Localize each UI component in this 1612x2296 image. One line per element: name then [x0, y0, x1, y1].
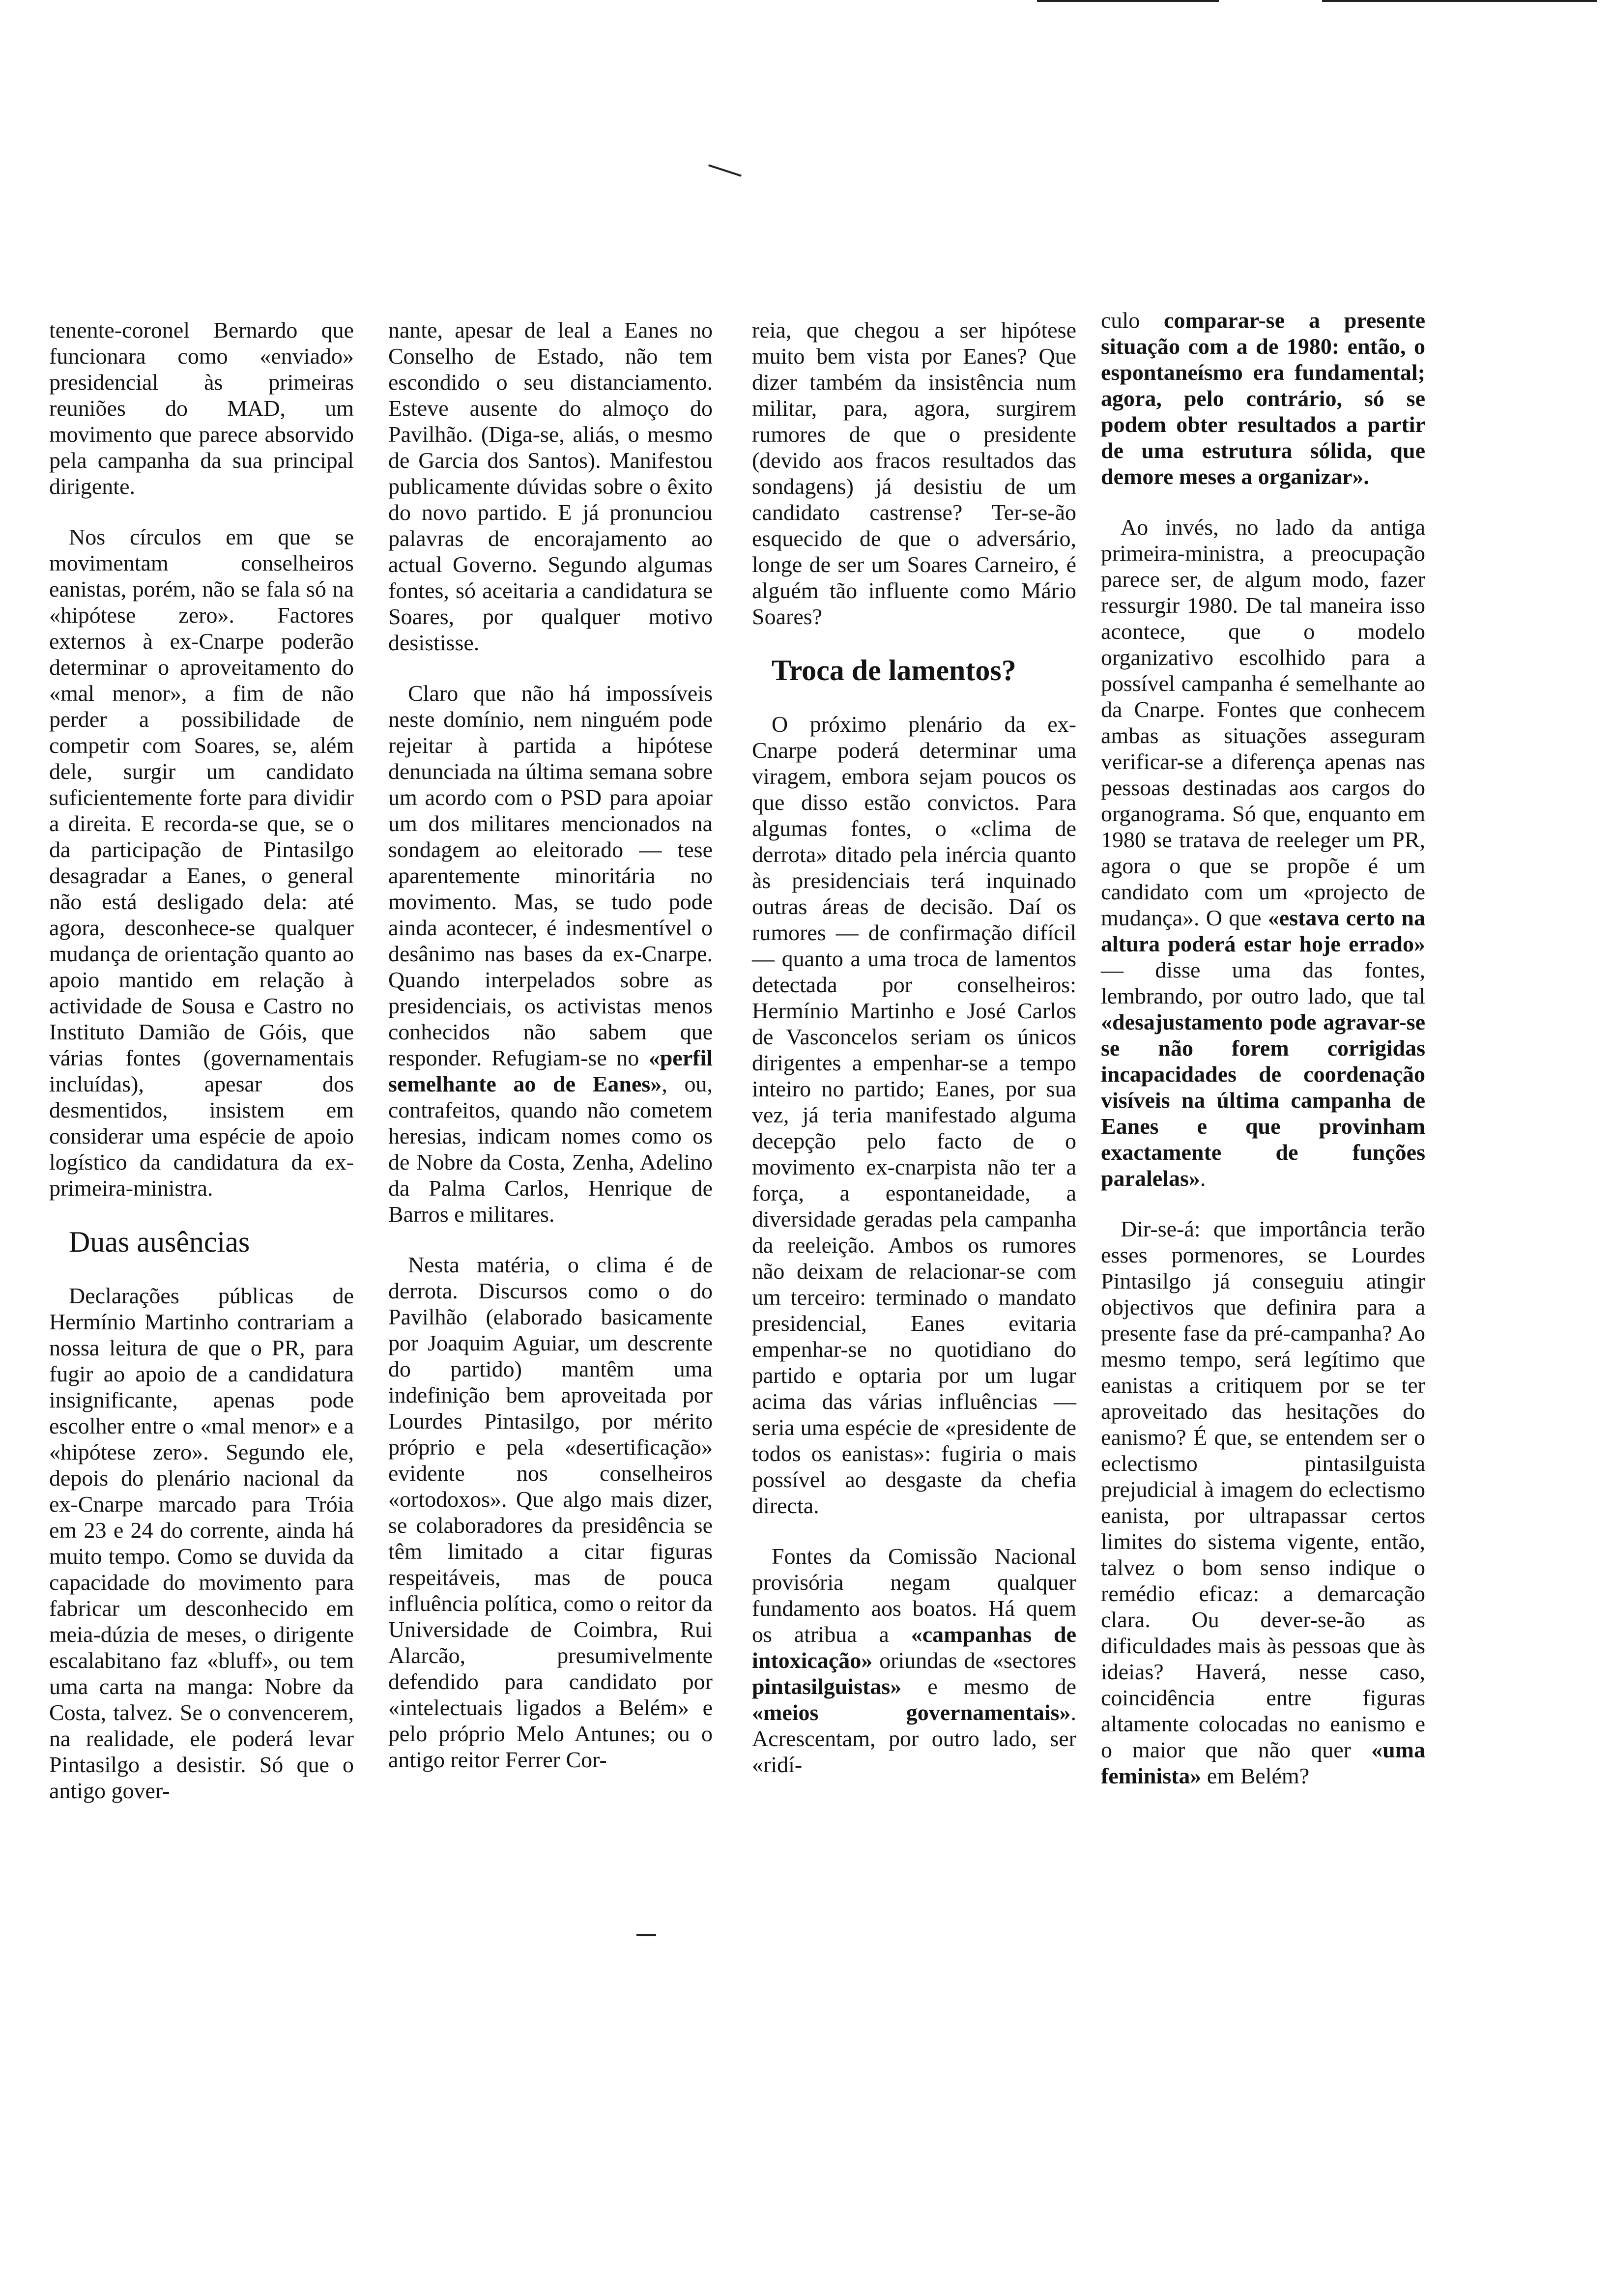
text-run: — disse uma das fontes, lembrando, por outro lado, que tal: [1101, 957, 1425, 1008]
text-run: culo: [1101, 308, 1164, 333]
paragraph: Nesta matéria, o clima é de derrota. Discursos como o do Pavilhão (elaborado basicamente por Joaquim Aguiar, um descrente do partido) mantêm uma indefinição bem aproveitada por Lourdes Pintasilgo, por mérito próprio e pela «desertificação» evidente nos conselheiros «ortodoxos». Que algo mais dizer, se colaboradores da presidência se têm limitado a citar figuras respeitáveis, mas de pouca influência política, como o reitor da Universidade de Coimbra, Rui Alarcão, presumivelmente defendido para candidato por «intelectuais ligados a Belém» e pelo próprio Melo Antunes; ou o antigo reitor Ferrer Cor-: [388, 1252, 713, 1772]
text-run: e mesmo de: [901, 1674, 1076, 1699]
text-run: Claro que não há impossíveis neste domínio, nem ninguém pode rejeitar à partida a hipótese denunciada na última semana sobre um acordo com o PSD para apoiar um dos militares mencionados na sondagem ao eleitorado — tese aparentemente minoritária no movimento. Mas, se tudo pode ainda acontecer, é indesmentível o desânimo nas bases da ex-Cnarpe. Quando interpelados sobre as presidenciais, os activistas menos conhecidos não sabem que responder. Refugiam-se no: [388, 681, 713, 1070]
bold-quote: «uma feminista»: [1101, 1737, 1425, 1788]
text-run: em Belém?: [1201, 1763, 1310, 1788]
section-heading: Duas ausências: [69, 1226, 250, 1258]
paragraph: [1101, 307, 1425, 489]
paragraph: [388, 680, 713, 1227]
top-rule-right: [1322, 0, 1597, 2]
scan-mark-bottom: [636, 1934, 656, 1936]
bold-quote: «estava certo na altura poderá estar hoje errado»: [1101, 905, 1425, 956]
paragraph: [1101, 1216, 1425, 1789]
text-run: .: [1200, 1166, 1206, 1191]
paragraph: [752, 1543, 1076, 1778]
column-3: [752, 317, 1076, 1802]
text-run: . Acrescentam, por outro lado, ser «ridí-: [752, 1700, 1076, 1777]
bold-quote: comparar-se a presente situação com a de 1980: então, o espontaneísmo era fundamental; agora, pelo contrário, só se podem obter resultados a partir de uma estrutura sólida, que demore meses a organizar».: [1101, 308, 1425, 489]
paragraph: O próximo plenário da ex-Cnarpe poderá determinar uma viragem, embora sejam poucos os que disso estão convictos. Para algumas fontes, o «clima de derrota» ditado pela inércia quanto às presidenciais terá inquinado outras áreas de decisão. Daí os rumores — de confirmação difícil — quanto a uma troca de lamentos detectada por conselheiros: Hermínio Martinho e José Carlos de Vasconcelos seriam os únicos dirigentes a empenhar-se a tempo inteiro no partido; Eanes, por sua vez, já teria manifestado alguma decepção pelo facto de o movimento ex-cnarpista não ter a força, a espontaneidade, a diversidade geradas pela campanha da reeleição. Ambos os rumores não deixam de relacionar-se com um terceiro: terminado o mandato presidencial, Eanes evitaria empenhar-se no quotidiano do partido e optaria por um lugar acima das várias influências — seria uma espécie de «presidente de todos os eanistas»: fugiria o mais possível ao desgaste da chefia directa.: [752, 712, 1076, 1518]
paragraph: tenente-coronel Bernardo que funcionara como «enviado» presidencial às primeiras reuniões do MAD, um movimento que parece absorvido pela campanha da sua principal dirigente.: [49, 317, 354, 499]
paragraph: Declarações públicas de Hermínio Martinho contrariam a nossa leitura de que o PR, para fugir ao apoio de a candidatura insignificante, apenas pode escolher entre o «mal menor» e a «hipótese zero». Segundo ele, depois do plenário nacional da ex-Cnarpe marcado para Tróia em 23 e 24 do corrente, ainda há muito tempo. Como se duvida da capacidade do movimento para fabricar um desconhecido em meia-dúzia de meses, o dirigente escalabitano faz «bluff», ou tem uma carta na manga: Nobre da Costa, talvez. Se o convencerem, na realidade, ele poderá levar Pintasilgo a desistir. Só que o antigo gover-: [49, 1283, 354, 1803]
paragraph: [1101, 514, 1425, 1191]
bold-quote: «meios governamentais»: [752, 1700, 1071, 1725]
paragraph: Nos círculos em que se movimentam conselheiros eanistas, porém, não se fala só na «hipótese zero». Factores externos à ex-Cnarpe poderão determinar o aproveitamento do «mal menor», a fim de não perder a possibilidade de competir com Soares, se, além dele, surgir um candidato suficientemente forte para dividir a direita. E recorda-se que, se o da participação de Pintasilgo desagradar a Eanes, o general não está desligado dela: até agora, desconhece-se qualquer mudança de orientação quanto ao apoio mantido em relação à actividade de Sousa e Castro no Instituto Damião de Góis, que várias fontes (governamentais incluídas), apesar dos desmentidos, insistem em considerar uma espécie de apoio logístico da candidatura da ex-primeira-ministra.: [49, 524, 354, 1201]
text-run: Fontes da Comissão Nacional provisória negam qualquer fundamento aos boatos. Há quem os atribua a: [752, 1544, 1076, 1647]
text-run: Ao invés, no lado da antiga primeira-ministra, a preocupação parece ser, de algum modo, fazer ressurgir 1980. De tal maneira isso acontece, que o modelo organizativo escolhido para a possível campanha é semelhante ao da Cnarpe. Fontes que conhecem ambas as situações asseguram verificar-se a diferença apenas nas pessoas destinadas aos cargos do organograma. Só que, enquanto em 1980 se tratava de reeleger um PR, agora o que se propõe é um candidato com um «projecto de mudança». O que: [1101, 515, 1425, 930]
text-run: , ou, contrafeitos, quando não cometem heresias, indicam nomes como os de Nobre da Costa, Zenha, Adelino da Palma Carlos, Henrique de Barros e militares.: [388, 1071, 713, 1227]
bold-quote: «desajustamento pode agravar-se se não forem corrigidas incapacidades de coordenação visíveis na última campanha de Eanes e que provinham exactamente de funções paralelas»: [1101, 1009, 1425, 1191]
text-run: Dir-se-á: que importância terão esses pormenores, se Lourdes Pintasilgo já conseguiu atingir objectivos que definira para a presente fase da pré-campanha? Ao mesmo tempo, será legítimo que eanistas a critiquem por se ter aproveitado das hesitações do eanismo? É que, se entendem ser o eclectismo pintasilguista prejudicial à imagem do eclectismo eanista, por ultrapassar certos limites do sistema vigente, então, talvez o bom senso indique o remédio eficaz: a demarcação clara. Ou dever-se-ão as dificuldades mais às pessoas que às ideias? Haverá, nesse caso, coincidência entre figuras altamente colocadas no eanismo e o maior que não quer: [1101, 1216, 1425, 1762]
column-4: [1101, 307, 1425, 1813]
section-heading: Troca de lamentos?: [772, 654, 1016, 687]
paragraph: nante, apesar de leal a Eanes no Conselho de Estado, não tem escondido o seu distanciamento. Esteve ausente do almoço do Pavilhão. (Diga-se, aliás, o mesmo de Garcia dos Santos). Manifestou publicamente dúvidas sobre o êxito do novo partido. E já pronunciou palavras de encorajamento ao actual Governo. Segundo algumas fontes, só aceitaria a candidatura se Soares, por qualquer motivo desistisse.: [388, 317, 713, 655]
bold-quote: «perfil semelhante ao de Eanes»: [388, 1045, 713, 1096]
column-2: [388, 317, 713, 1797]
paragraph: reia, que chegou a ser hipótese muito bem vista por Eanes? Que dizer também da insistência num militar, para, agora, surgirem rumores de que o presidente (devido aos fracos resultados das sondagens) já desistiu de um candidato castrense? Ter-se-ão esquecido de que o adversário, longe de ser um Soares Carneiro, é alguém tão influente como Mário Soares?: [752, 317, 1076, 629]
scan-mark: [708, 164, 742, 176]
column-1: [49, 317, 354, 1828]
top-rule-left: [1037, 0, 1219, 2]
bold-quote: «campanhas de intoxicação»: [752, 1622, 1076, 1673]
bold-quote: pintasilguistas»: [752, 1674, 902, 1699]
text-run: oriundas de «sectores: [872, 1648, 1076, 1673]
